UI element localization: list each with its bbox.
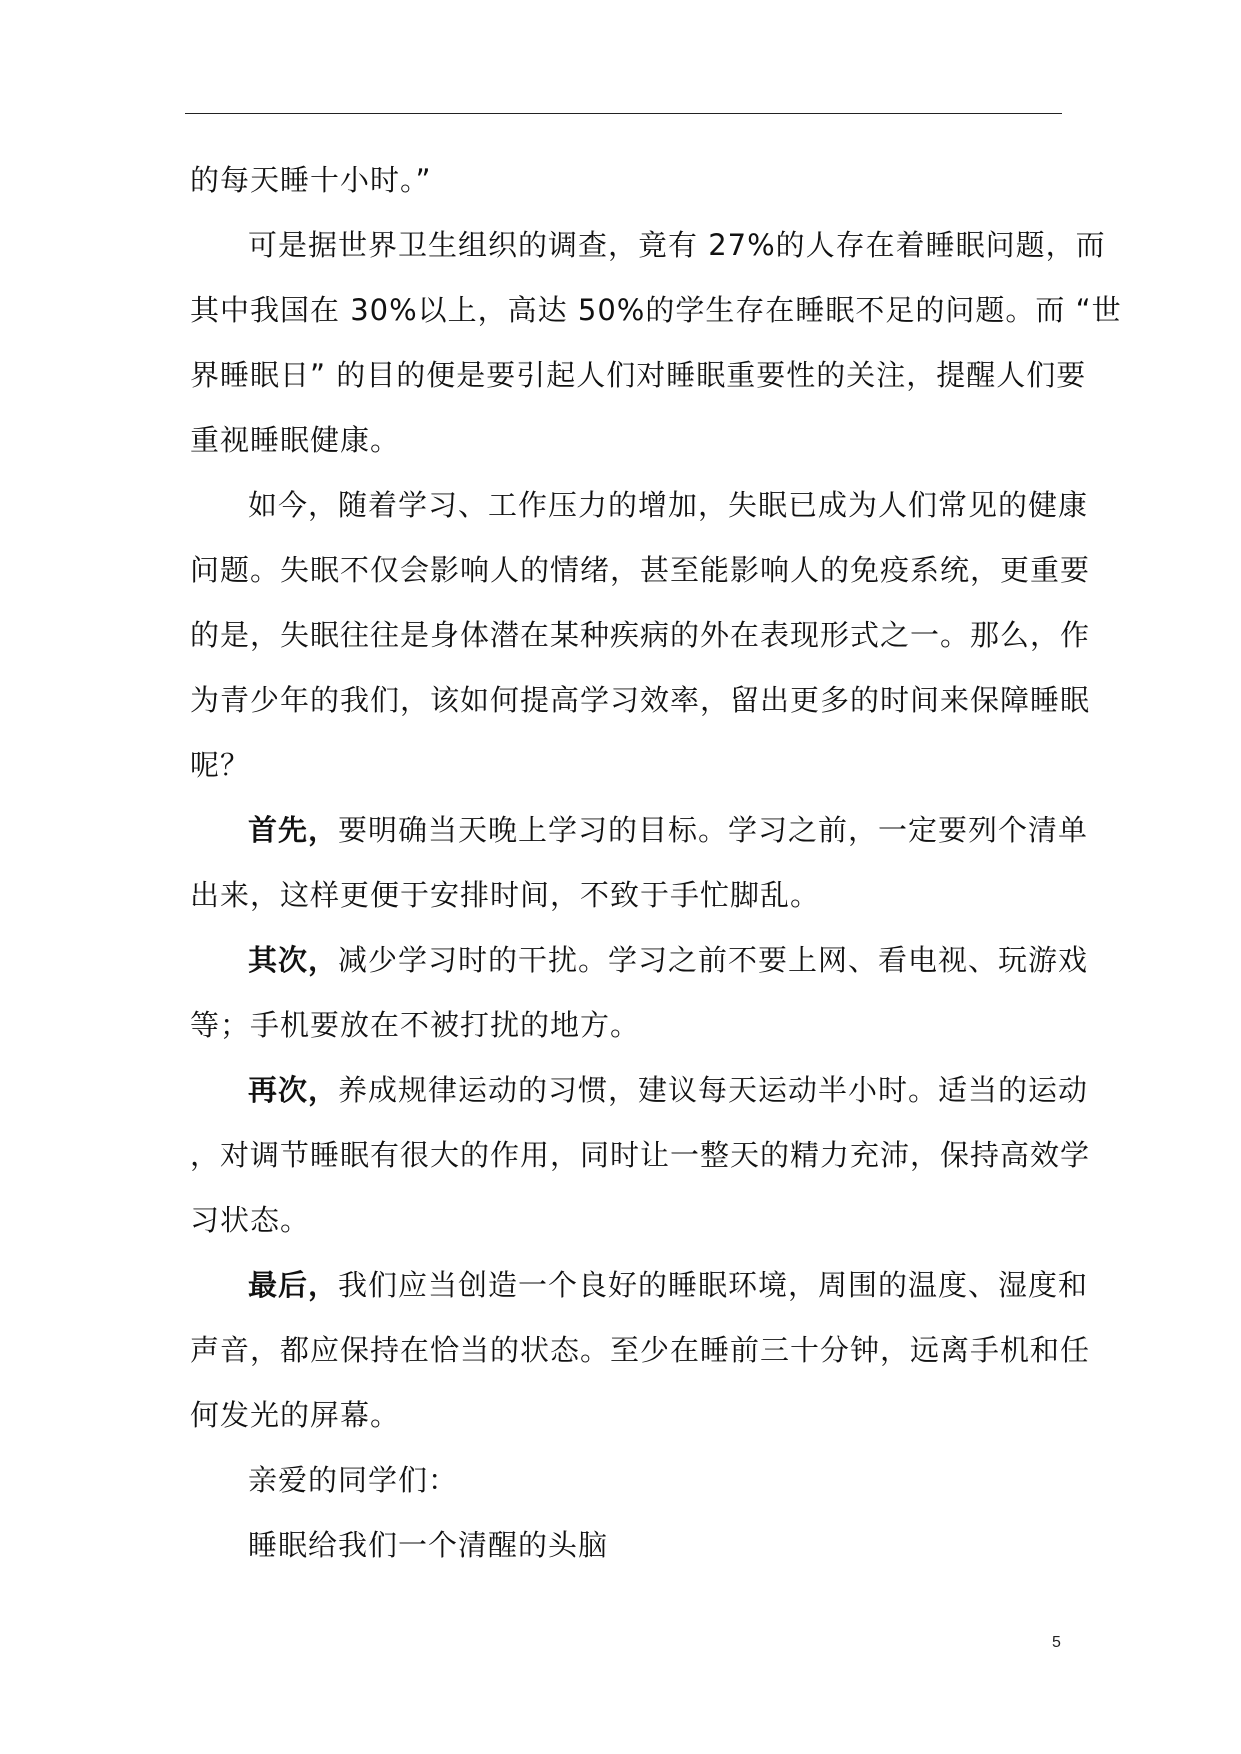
text-line: 的是，失眠往往是身体潜在某种疾病的外在表现形式之一。那么，作 [190, 618, 1091, 652]
text-line: 界睡眠日” 的目的便是要引起人们对睡眠重要性的关注，提醒人们要 [190, 358, 1087, 392]
text-line: 为青少年的我们，该如何提高学习效率，留出更多的时间来保障睡眠 [190, 683, 1091, 717]
bold-lead-second: 其次， [248, 943, 339, 977]
text-line: 习状态。 [190, 1203, 311, 1237]
text-line [248, 940, 1089, 980]
text-line: 亲爱的同学们： [248, 1463, 459, 1497]
text-line: 重视睡眠健康。 [190, 423, 401, 457]
text-line: 呢？ [190, 748, 251, 782]
text-line: 问题。失眠不仅会影响人的情绪，甚至能影响人的免疫系统，更重要 [190, 553, 1091, 587]
page-number: 5 [1052, 1634, 1061, 1651]
line-text: 减少学习时的干扰。学习之前不要上网、看电视、玩游戏 [338, 943, 1089, 977]
text-line [248, 1070, 1089, 1110]
text-line: 可是据世界卫生组织的调查，竟有 27%的人存在着睡眠问题，而 [248, 228, 1106, 262]
text-line: 出来，这样更便于安排时间，不致于手忙脚乱。 [190, 878, 821, 912]
line-text: 我们应当创造一个良好的睡眠环境，周围的温度、湿度和 [338, 1268, 1089, 1302]
line-text: 养成规律运动的习惯，建议每天运动半小时。适当的运动 [338, 1073, 1089, 1107]
header-rule [185, 113, 1062, 114]
text-line: 何发光的屏幕。 [190, 1398, 401, 1432]
text-line: 如今，随着学习、工作压力的增加，失眠已成为人们常见的健康 [248, 488, 1089, 522]
line-text: 要明确当天晚上学习的目标。学习之前，一定要列个清单 [338, 813, 1089, 847]
text-line: 的每天睡十小时。” [190, 163, 432, 197]
text-line: 声音，都应保持在恰当的状态。至少在睡前三十分钟，远离手机和任 [190, 1333, 1091, 1367]
bold-lead-last: 最后， [248, 1268, 339, 1302]
text-line [248, 1265, 1089, 1305]
bold-lead-third: 再次， [248, 1073, 339, 1107]
bold-lead-first: 首先， [248, 813, 339, 847]
text-line: ，对调节睡眠有很大的作用，同时让一整天的精力充沛，保持高效学 [190, 1138, 1091, 1172]
text-line: 其中我国在 30%以上，高达 50%的学生存在睡眠不足的问题。而 “世 [190, 293, 1122, 327]
text-line: 等；手机要放在不被打扰的地方。 [190, 1008, 641, 1042]
text-line: 睡眠给我们一个清醒的头脑 [248, 1528, 609, 1562]
text-line [248, 810, 1089, 850]
